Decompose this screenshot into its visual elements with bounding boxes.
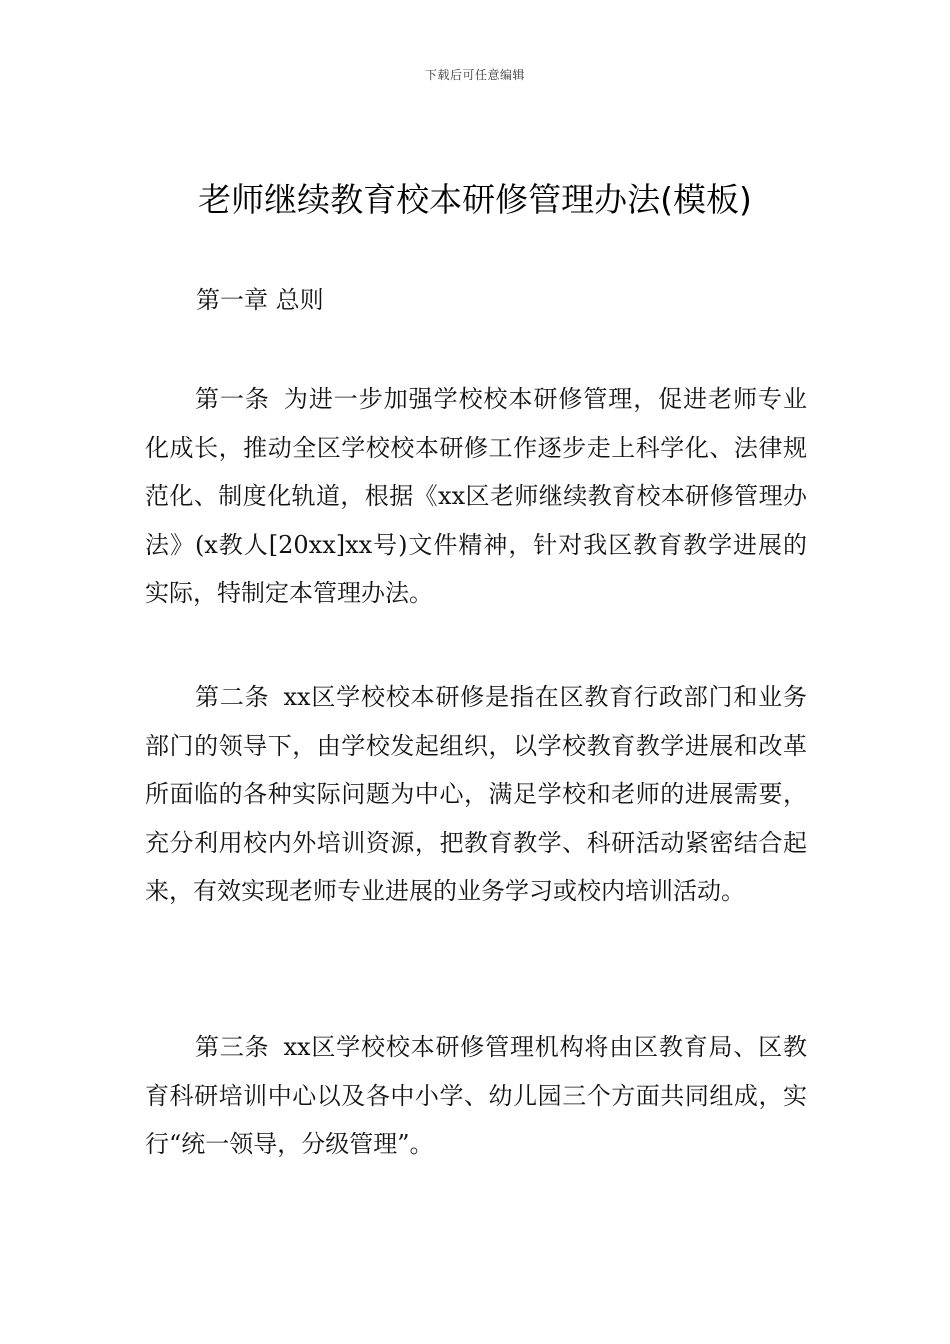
chapter-heading: 第一章 总则: [196, 286, 324, 314]
article-number: 第一条: [195, 385, 270, 413]
article-paragraph: [145, 375, 807, 618]
article-text: xx区学校校本研修管理机构将由区教育局、区教育科研培训中心以及各中小学、幼儿园三个方面共同组成，实行“统一领导，分级管理”。: [145, 1033, 807, 1158]
article-paragraph: [145, 1023, 807, 1169]
article-paragraph: [145, 673, 807, 916]
article-text: xx区学校校本研修是指在区教育行政部门和业务部门的领导下，由学校发起组织，以学校教育教学进展和改革所面临的各种实际问题为中心，满足学校和老师的进展需要，充分利用校内外培训资源，把教育教学、科研活动紧密结合起来，有效实现老师专业进展的业务学习或校内培训活动。: [145, 683, 807, 905]
article-text: 为进一步加强学校校本研修管理，促进老师专业化成长，推动全区学校校本研修工作逐步走上科学化、法律规范化、制度化轨道，根据《xx区老师继续教育校本研修管理办法》(x教人[20xx]xx号)文件精神，针对我区教育教学进展的实际，特制定本管理办法。: [145, 385, 808, 607]
document-title: 老师继续教育校本研修管理办法(模板): [198, 180, 752, 219]
article-number: 第三条: [195, 1033, 270, 1061]
article-number: 第二条: [195, 683, 270, 711]
header-note: 下载后可任意编辑: [424, 68, 525, 82]
